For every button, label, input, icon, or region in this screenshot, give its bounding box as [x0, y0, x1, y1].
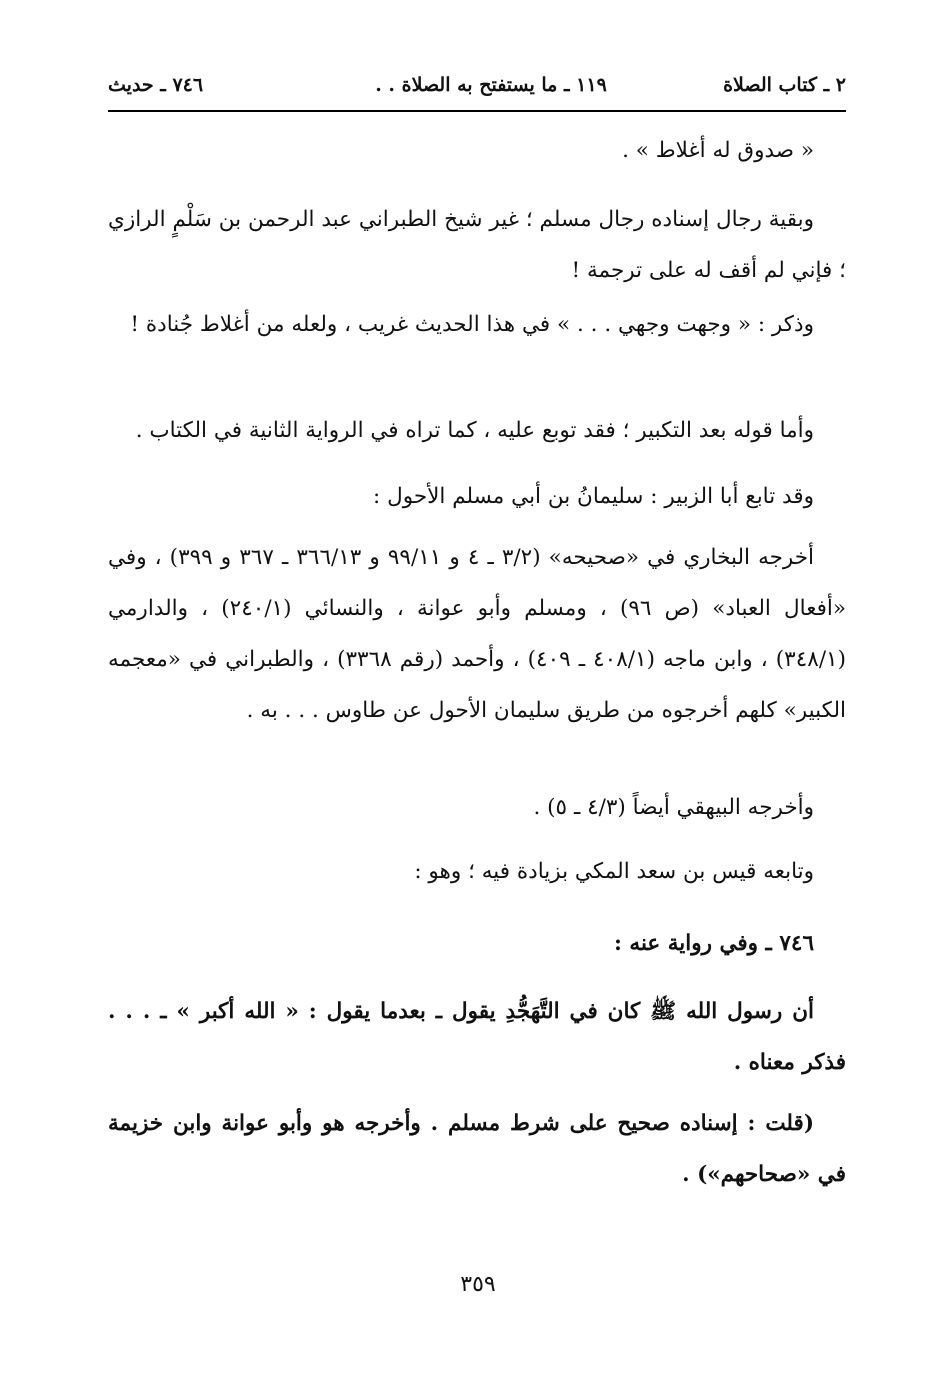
- paragraph-4: وأما قوله بعد التكبير ؛ فقد توبع عليه ، كما تراه في الرواية الثانية في الكتاب .: [135, 418, 814, 443]
- hadith-number: ٧٤٦ ـ حديث: [108, 74, 204, 96]
- paragraph-3: وذكر : « وجهت وجهي . . . » في هذا الحديث غريب ، ولعله من أغلاط جُنادة !: [130, 312, 814, 337]
- hadith-text: أن رسول الله ﷺ كان في التَّهَجُّدِ يقول ـ بعدما يقول : « الله أكبر » ـ . . . فذكر معناه .: [108, 999, 846, 1075]
- page-number: ٣٥٩: [460, 1272, 496, 1297]
- paragraph-6: أخرجه البخاري في «صحيحه» (٣/٢ ـ ٤ و ٩٩/١١ و ٣٦٦/١٣ ـ ٣٦٧ و ٣٩٩) ، وفي «أفعال العباد» (ص ٩٦) ، ومسلم وأبو عوانة ، والنسائي (٢٤٠/١) ، والدارمي (٣٤٨/١) ، وابن ماجه (٤٠٨/١ ـ ٤٠٩) ، وأحمد (رقم ٣٣٦٨) ، والطبراني في «معجمه الكبير» كلهم أخرجوه من طريق سليمان الأحول عن طاوس . . . به .: [108, 545, 846, 723]
- paragraph-5: وقد تابع أبا الزبير : سليمانُ بن أبي مسلم الأحول :: [373, 484, 814, 509]
- paragraph-2: وبقية رجال إسناده رجال مسلم ؛ غير شيخ الطبراني عبد الرحمن بن سَلْمٍ الرازي ؛ فإني لم أقف له على ترجمة !: [108, 207, 846, 283]
- paragraph-1: « صدوق له أغلاط » .: [622, 138, 814, 163]
- hadith-heading: ٧٤٦ ـ وفي رواية عنه :: [614, 931, 814, 956]
- paragraph-8: وتابعه قيس بن سعد المكي بزيادة فيه ؛ وهو :: [414, 859, 814, 884]
- author-note: (قلت : إسناده صحيح على شرط مسلم . وأخرجه هو وأبو عوانة وابن خزيمة في «صحاحهم») .: [108, 1111, 846, 1187]
- book-page: [108, 72, 846, 1352]
- running-header: [108, 72, 846, 112]
- paragraph-7: وأخرجه البيهقي أيضاً (٤/٣ ـ ٥) .: [533, 795, 814, 820]
- chapter-title: ٢ ـ كتاب الصلاة: [723, 74, 846, 96]
- section-title: ١١٩ ـ ما يستفتح به الصلاة . .: [375, 74, 607, 96]
